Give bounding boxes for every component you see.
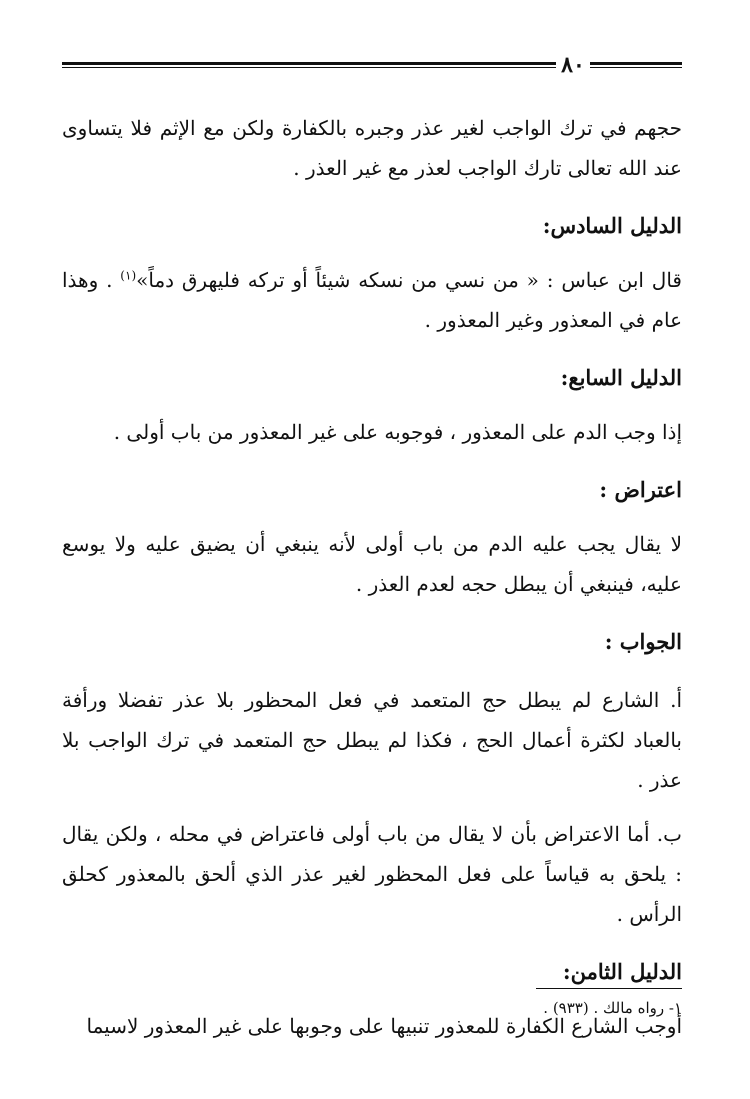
footnote-reference: (١): [120, 268, 137, 283]
paragraph-2-rest: . وهذا عام في المعذور وغير المعذور .: [62, 268, 682, 332]
paragraph-2-quote: قال ابن عباس : « من نسي من نسكه شيئاً أو تركه فليهرق دماً»: [136, 268, 682, 292]
heading-objection: اعتراض :: [599, 477, 682, 502]
main-text: [62, 108, 682, 1046]
heading-answer: الجواب :: [604, 629, 682, 654]
header-rule-right: [590, 62, 682, 68]
paragraph-1: حجهم في ترك الواجب لغير عذر وجبره بالكفارة ولكن مع الإثم فلا يتساوى عند الله تعالى تارك الواجب لعذر مع غير العذر .: [62, 116, 682, 180]
heading-evidence-8: الدليل الثامن:: [562, 959, 682, 984]
heading-evidence-6: الدليل السادس:: [542, 213, 682, 238]
paragraph-2: [62, 260, 682, 340]
heading-evidence-7: الدليل السابع:: [560, 365, 682, 390]
page-number: ٨٠: [561, 52, 585, 78]
paragraph-5: أ. الشارع لم يبطل حج المتعمد في فعل المحظور بلا عذر تفضلا ورأفة بالعباد لكثرة أعمال الحج ، فكذا لم يبطل حج المتعمد في ترك الواجب بلا عذر .: [62, 688, 682, 792]
paragraph-6: ب. أما الاعتراض بأن لا يقال من باب أولى فاعتراض في محله ، ولكن يقال : يلحق به قياساً على فعل المحظور لغير عذر الذي ألحق بالمعذور كحلق الرأس .: [62, 822, 682, 926]
header-rule-left: [62, 62, 556, 68]
footnote: ١- رواه مالك . (٩٣٣) .: [543, 999, 682, 1017]
paragraph-3: إذا وجب الدم على المعذور ، فوجوبه على غير المعذور من باب أولى .: [113, 420, 682, 444]
footnote-rule: [536, 988, 682, 989]
paragraph-4: لا يقال يجب عليه الدم من باب أولى لأنه ينبغي أن يضيق عليه ولا يوسع عليه، فينبغي أن يبطل حجه لعدم العذر .: [62, 532, 682, 596]
paragraph-7: أوجب الشارع الكفارة للمعذور تنبيها على وجوبها على غير المعذور لاسيما: [86, 1014, 682, 1038]
